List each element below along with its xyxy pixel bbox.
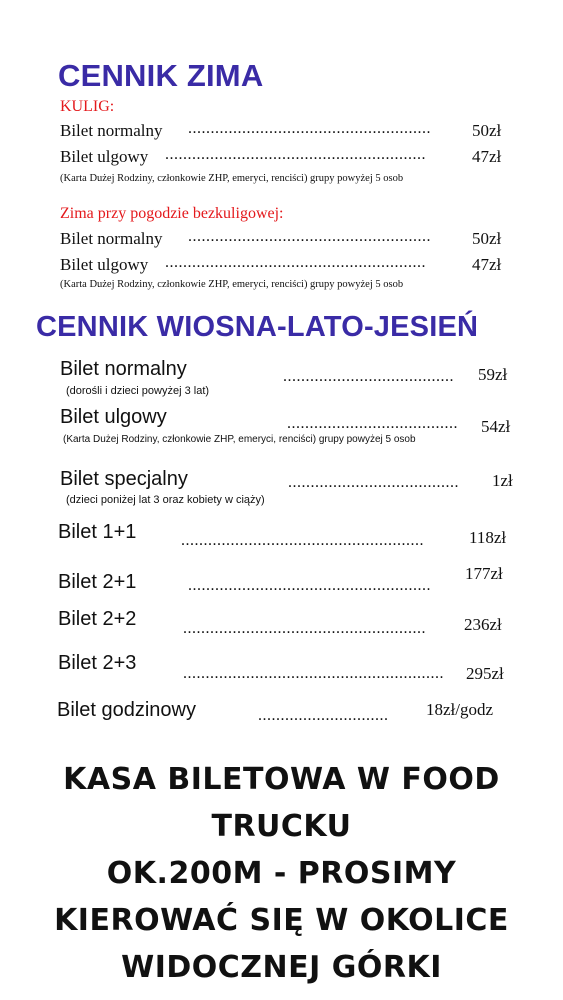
season-hourly-dots: ............................. [258, 707, 389, 724]
season-reduced-dots: ...................................... [287, 415, 458, 432]
season-normal-label: Bilet normalny [60, 358, 187, 380]
kulig-normal-label: Bilet normalny [60, 121, 163, 140]
footer-line-1: KASA BILETOWA W FOOD [63, 762, 500, 797]
no-kulig-normal-label: Bilet normalny [60, 229, 163, 248]
kulig-reduced-dots: .......................................................... [165, 146, 426, 163]
season-2plus1-price: 177zł [465, 564, 503, 583]
footer-line-5: WIDOCZNEJ GÓRKI [121, 950, 442, 985]
kulig-normal-dots: ...................................................... [188, 120, 431, 137]
season-special-label: Bilet specjalny [60, 468, 188, 490]
season-2plus3-price: 295zł [466, 664, 504, 683]
kulig-reduced-label: Bilet ulgowy [60, 147, 149, 166]
no-kulig-normal-dots: ...................................................... [188, 228, 431, 245]
kulig-note: (Karta Dużej Rodziny, członkowie ZHP, emeryci, renciści) grupy powyżej 5 osob [60, 173, 404, 184]
winter-title: CENNIK ZIMA [58, 58, 264, 93]
season-1plus1-price: 118zł [469, 528, 507, 547]
season-normal-dots: ...................................... [283, 368, 454, 385]
season-1plus1-dots: ...................................................... [181, 532, 424, 549]
season-2plus2-price: 236zł [464, 615, 502, 634]
season-2plus3-label: Bilet 2+3 [58, 652, 137, 674]
season-normal-price: 59zł [478, 365, 508, 384]
no-kulig-heading: Zima przy pogodzie bezkuligowej: [60, 205, 284, 222]
season-special-dots: ...................................... [288, 474, 459, 491]
footer-line-3: OK.200M - PROSIMY [106, 856, 457, 891]
season-reduced-price: 54zł [481, 417, 511, 436]
no-kulig-reduced-label: Bilet ulgowy [60, 255, 149, 274]
no-kulig-note: (Karta Dużej Rodziny, członkowie ZHP, emeryci, renciści) grupy powyżej 5 osob [60, 279, 404, 290]
season-2plus2-dots: ...................................................... [183, 620, 426, 637]
footer-notice [0, 756, 563, 991]
kulig-normal-price: 50zł [472, 121, 502, 140]
season-title: CENNIK WIOSNA-LATO-JESIEŃ [36, 311, 479, 343]
season-special-price: 1zł [492, 471, 513, 490]
season-special-note: (dzieci poniżej lat 3 oraz kobiety w ciąży) [66, 494, 265, 506]
season-2plus2-label: Bilet 2+2 [58, 608, 137, 630]
season-2plus3-dots: .......................................................... [183, 665, 444, 682]
no-kulig-normal-price: 50zł [472, 229, 502, 248]
no-kulig-reduced-dots: .......................................................... [165, 254, 426, 271]
season-reduced-label: Bilet ulgowy [60, 406, 167, 428]
kulig-reduced-price: 47zł [472, 147, 502, 166]
season-normal-note: (dorośli i dzieci powyżej 3 lat) [66, 385, 210, 397]
footer-line-4: KIEROWAĆ SIĘ W OKOLICE [54, 903, 509, 938]
season-2plus1-label: Bilet 2+1 [58, 571, 137, 593]
kulig-heading: KULIG: [60, 98, 115, 115]
season-hourly-price: 18zł/godz [426, 700, 494, 719]
season-hourly-label: Bilet godzinowy [57, 699, 196, 721]
season-2plus1-dots: ...................................................... [188, 577, 431, 594]
footer-line-2: TRUCKU [211, 809, 352, 844]
season-reduced-note: (Karta Dużej Rodziny, członkowie ZHP, emeryci, renciści) grupy powyżej 5 osob [63, 434, 416, 445]
season-1plus1-label: Bilet 1+1 [58, 521, 137, 543]
no-kulig-reduced-price: 47zł [472, 255, 502, 274]
